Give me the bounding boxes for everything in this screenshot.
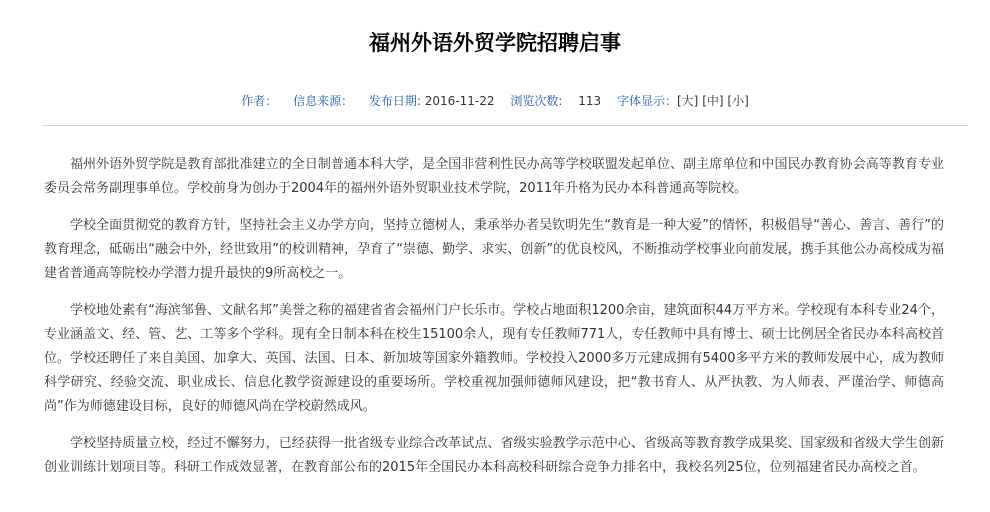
meta-divider [42,125,968,126]
font-size-label: 字体显示： [616,94,677,108]
font-size-small-link[interactable]: [小] [727,94,749,108]
body-paragraph: 福州外语外贸学院是教育部批准建立的全日制普通本科大学，是全国非营利性民办高等学校联盟发起单位、副主席单位和中国民办教育协会高等教育专业委员会常务副理事单位。学校前身为创办于2004年的福州外语外贸职业技术学院，2011年升格为民办本科普通高等院校。 [44,157,944,196]
views-label: 浏览次数: [510,94,563,108]
body-paragraph: 学校地处素有“海滨邹鲁、文献名邦”美誉之称的福建省省会福州门户长乐市。学校占地面积1200余亩，建筑面积44万平方米。学校现有本科专业24个，专业涵盖文、经、管、艺、工等多个学科。现有全日制本科在校生15100余人，现有专任教师771人，专任教师中具有博士、硕士比例居全省民办本科高校首位。学校还聘任了来自美国、加拿大、英国、法国、日本、新加坡等国家外籍教师。学校投入2000多万元建成拥有5400多平方米的教师发展中心，成为教师科学研究、经验交流、职业成长、信息化教学资源建设的重要场所。学校重视加强师德师风建设，把“教书育人、从严执教、为人师表、严谨治学、师德高尚”作为师德建设目标，良好的师德风尚在学校蔚然成风。 [44,303,944,414]
font-size-medium-link[interactable]: [中] [702,94,724,108]
views-value: 113 [578,94,602,108]
author-label: 作者： [241,94,278,108]
source-label: 信息来源： [293,94,354,108]
body-paragraph: 学校坚持质量立校，经过不懈努力，已经获得一批省级专业综合改革试点、省级实验教学示范中心、省级高等教育教学成果奖、国家级和省级大学生创新创业训练计划项目等。科研工作成效显著，在教育部公布的2015年全国民办本科高校科研综合竞争力排名中，我校名列25位，位列福建省民办高校之首。 [44,436,944,475]
article-title: 福州外语外贸学院招聘启事 [369,31,621,55]
article-body [44,153,944,493]
article-meta-bar [0,92,990,110]
date-value: 2016-11-22 [424,94,495,108]
font-size-large-link[interactable]: [大] [676,94,699,108]
body-paragraph: 学校全面贯彻党的教育方针，坚持社会主义办学方向，坚持立德树人，秉承举办者吴钦明先生“教育是一种大爱”的情怀，积极倡导“善心、善言、善行”的教育理念，砥砺出“融会中外，经世致用”的校训精神，孕育了“崇德、勤学、求实、创新”的优良校风，不断推动学校事业向前发展，携手其他公办高校成为福建省普通高等院校办学潜力提升最快的9所高校之一。 [44,218,944,281]
date-label: 发布日期: [368,94,421,108]
